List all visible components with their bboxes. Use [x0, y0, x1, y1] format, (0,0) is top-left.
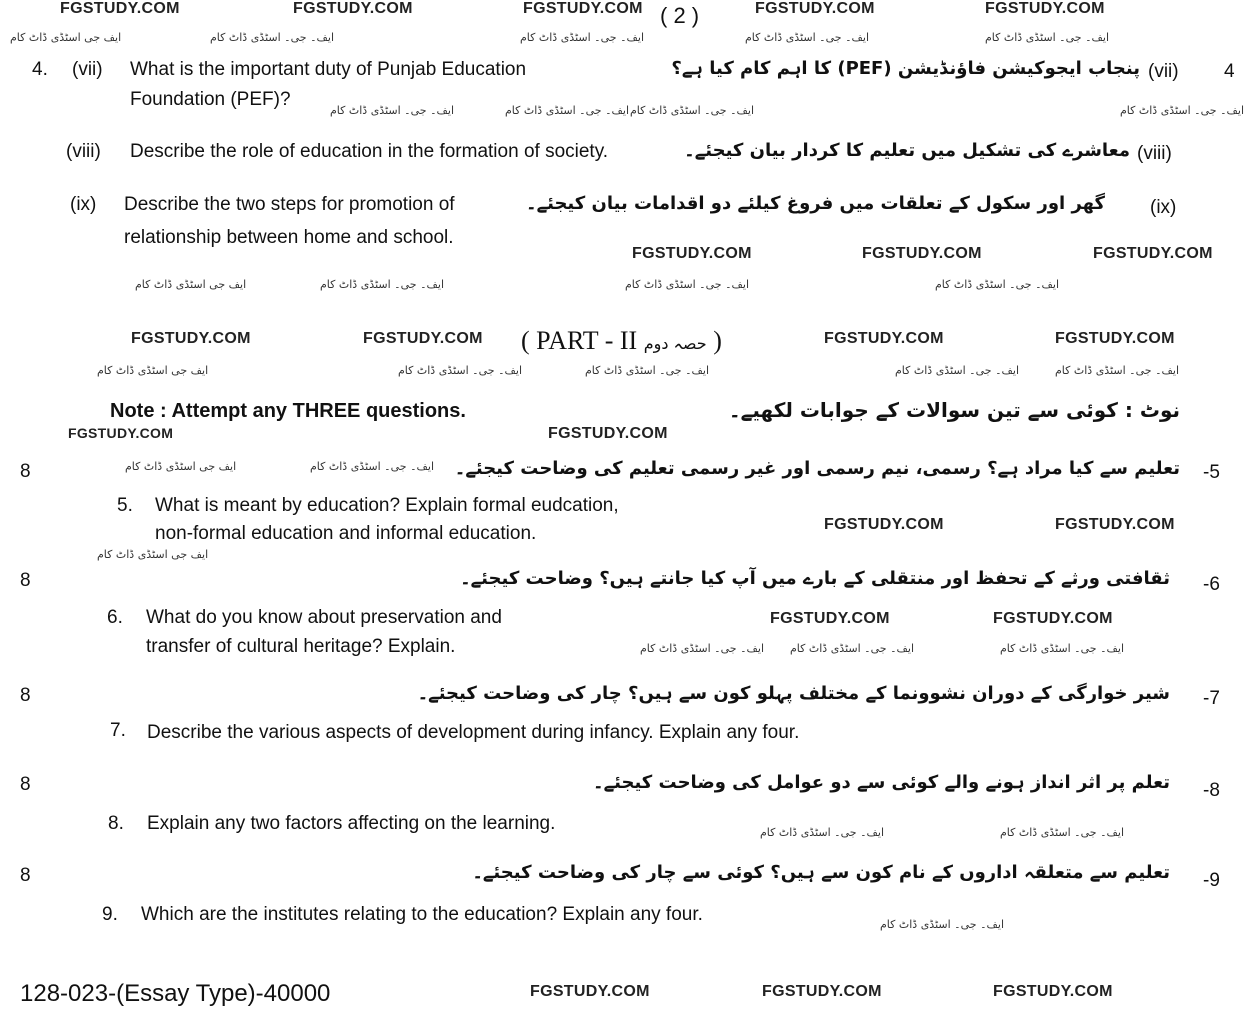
question-number: 7. — [110, 720, 126, 741]
watermark-urdu: ایف۔ جی۔ اسٹڈی ڈاٹ کام — [985, 31, 1110, 44]
watermark-urdu: ایف جی اسٹڈی ڈاٹ کام — [135, 278, 247, 291]
marks: 8 — [20, 774, 31, 795]
question-text-ur: ثقافتی ورثے کے تحفظ اور منتقلی کے بارے میں آپ کیا جانتے ہیں؟ وضاحت کیجئے۔ — [460, 568, 1170, 589]
watermark-urdu: ایف۔ جی۔ اسٹڈی ڈاٹ کام — [310, 460, 435, 473]
watermark-urdu: ایف۔ جی۔ اسٹڈی ڈاٹ کام — [585, 364, 710, 377]
watermark-urdu: ایف۔ جی۔ اسٹڈی ڈاٹ کام — [745, 31, 870, 44]
question-number-ur: -5 — [1203, 462, 1220, 483]
question-number: 9. — [102, 904, 118, 925]
question-number-ur: 4 — [1224, 61, 1235, 82]
question-text-ur: گھر اور سکول کے تعلقات میں فروغ کیلئے دو اقدامات بیان کیجئے۔ — [526, 193, 1105, 214]
question-number-ur: -6 — [1203, 574, 1220, 595]
paper-code: 128-023-(Essay Type)-40000 — [20, 980, 331, 1007]
question-text-ur: پنجاب ایجوکیشن فاؤنڈیشن (PEF) کا اہم کام کیا ہے؟ — [671, 58, 1140, 79]
watermark: FGSTUDY.COM — [762, 983, 882, 1000]
watermark-urdu: ایف۔ جی۔ اسٹڈی ڈاٹ کام — [330, 104, 455, 117]
sub-question-number: (vii) — [72, 59, 103, 80]
watermark-urdu: ایف۔ جی۔ اسٹڈی ڈاٹ کام — [1120, 104, 1245, 117]
watermark: FGSTUDY.COM — [548, 425, 668, 442]
question-text-en: non-formal education and informal education. — [155, 523, 537, 544]
marks: 8 — [20, 461, 31, 482]
watermark-urdu: ایف۔ جی۔ اسٹڈی ڈاٹ کام — [640, 642, 765, 655]
watermark: FGSTUDY.COM — [1055, 516, 1175, 533]
sub-question-number-ur: (ix) — [1150, 197, 1177, 218]
page-number: ( 2 ) — [660, 3, 700, 28]
question-text-en: Explain any two factors affecting on the learning. — [147, 813, 556, 834]
part-heading: ( PART - II حصہ دوم ) — [521, 326, 722, 355]
watermark-urdu: ایف۔ جی۔ اسٹڈی ڈاٹ کام — [880, 918, 1005, 931]
question-text-ur: شیر خوارگی کے دوران نشوونما کے مختلف پہلو کون سے ہیں؟ چار کی وضاحت کیجئے۔ — [417, 683, 1170, 704]
watermark: FGSTUDY.COM — [985, 0, 1105, 17]
marks: 8 — [20, 685, 31, 706]
question-text-en: Foundation (PEF)? — [130, 89, 291, 110]
question-number-ur: -7 — [1203, 688, 1220, 709]
watermark: FGSTUDY.COM — [755, 0, 875, 17]
question-number: 4. — [32, 59, 48, 80]
watermark: FGSTUDY.COM — [131, 330, 251, 347]
sub-question-number-ur: (viii) — [1137, 143, 1172, 164]
question-number: 5. — [117, 495, 133, 516]
watermark: FGSTUDY.COM — [993, 610, 1113, 627]
note-text-ur: نوٹ : کوئی سے تین سوالات کے جوابات لکھیے۔ — [728, 398, 1180, 422]
question-text-en: What is the important duty of Punjab Education — [130, 59, 527, 80]
note-text-en: Note : Attempt any THREE questions. — [110, 400, 466, 422]
watermark: FGSTUDY.COM — [523, 0, 643, 17]
question-number: 8. — [108, 813, 124, 834]
watermark-urdu: ایف جی اسٹڈی ڈاٹ کام — [125, 460, 237, 473]
question-text-en: relationship between home and school. — [124, 227, 454, 248]
watermark-urdu: ایف۔ جی۔ اسٹڈی ڈاٹ کام — [1055, 364, 1180, 377]
watermark: FGSTUDY.COM — [60, 0, 180, 17]
watermark-urdu: ایف۔ جی۔ اسٹڈی ڈاٹ کام — [1000, 826, 1125, 839]
question-text-en: What do you know about preservation and — [146, 607, 502, 628]
question-text-en: Which are the institutes relating to the education? Explain any four. — [141, 904, 703, 925]
question-text-ur: معاشرے کی تشکیل میں تعلیم کا کردار بیان کیجئے۔ — [684, 140, 1130, 161]
question-text-ur: تعلیم سے متعلقہ اداروں کے نام کون سے ہیں؟ کوئی سے چار کی وضاحت کیجئے۔ — [472, 862, 1170, 883]
watermark-urdu: ایف جی اسٹڈی ڈاٹ کام — [10, 31, 122, 44]
watermark: FGSTUDY.COM — [363, 330, 483, 347]
marks: 8 — [20, 570, 31, 591]
question-text-ur: تعلم پر اثر انداز ہونے والے کوئی سے دو عوامل کی وضاحت کیجئے۔ — [593, 772, 1170, 793]
watermark-urdu: ایف۔ جی۔ اسٹڈی ڈاٹ کام — [790, 642, 915, 655]
watermark-urdu: ایف۔ جی۔ اسٹڈی ڈاٹ کام — [630, 104, 755, 117]
watermark-urdu: ایف۔ جی۔ اسٹڈی ڈاٹ کام — [505, 104, 630, 117]
question-number: 6. — [107, 607, 123, 628]
watermark: FGSTUDY.COM — [1093, 245, 1213, 262]
watermark: FGSTUDY.COM — [632, 245, 752, 262]
watermark: FGSTUDY.COM — [862, 245, 982, 262]
question-text-en: Describe the role of education in the formation of society. — [130, 141, 609, 162]
question-text-en: Describe the various aspects of development during infancy. Explain any four. — [147, 722, 800, 743]
watermark-urdu: ایف۔ جی۔ اسٹڈی ڈاٹ کام — [398, 364, 523, 377]
question-text-en: What is meant by education? Explain formal eudcation, — [155, 495, 619, 516]
watermark: FGSTUDY.COM — [770, 610, 890, 627]
watermark-urdu: ایف۔ جی۔ اسٹڈی ڈاٹ کام — [520, 31, 645, 44]
watermark: FGSTUDY.COM — [824, 330, 944, 347]
watermark-urdu: ایف جی اسٹڈی ڈاٹ کام — [97, 364, 209, 377]
watermark: FGSTUDY.COM — [824, 516, 944, 533]
question-number-ur: -9 — [1203, 870, 1220, 891]
watermark-urdu: ایف۔ جی۔ اسٹڈی ڈاٹ کام — [895, 364, 1020, 377]
watermark-urdu: ایف۔ جی۔ اسٹڈی ڈاٹ کام — [1000, 642, 1125, 655]
sub-question-number: (viii) — [66, 141, 101, 162]
question-text-en: transfer of cultural heritage? Explain. — [146, 636, 456, 657]
watermark-urdu: ایف۔ جی۔ اسٹڈی ڈاٹ کام — [760, 826, 885, 839]
watermark-urdu: ایف۔ جی۔ اسٹڈی ڈاٹ کام — [320, 278, 445, 291]
watermark-urdu: ایف۔ جی۔ اسٹڈی ڈاٹ کام — [935, 278, 1060, 291]
watermark: FGSTUDY.COM — [993, 983, 1113, 1000]
watermark-urdu: ایف۔ جی۔ اسٹڈی ڈاٹ کام — [210, 31, 335, 44]
watermark: FGSTUDY.COM — [68, 425, 174, 441]
sub-question-number: (ix) — [70, 194, 97, 215]
sub-question-number-ur: (vii) — [1148, 61, 1179, 82]
watermark-urdu: ایف۔ جی۔ اسٹڈی ڈاٹ کام — [625, 278, 750, 291]
watermark: FGSTUDY.COM — [293, 0, 413, 17]
question-text-en: Describe the two steps for promotion of — [124, 194, 455, 215]
marks: 8 — [20, 865, 31, 886]
watermark: FGSTUDY.COM — [530, 983, 650, 1000]
watermark-urdu: ایف جی اسٹڈی ڈاٹ کام — [97, 548, 209, 561]
question-text-ur: تعلیم سے کیا مراد ہے؟ رسمی، نیم رسمی اور غیر رسمی تعلیم کی وضاحت کیجئے۔ — [454, 458, 1180, 479]
part-label-ur: حصہ دوم — [643, 334, 707, 353]
part-label: PART - II — [536, 326, 638, 355]
question-number-ur: -8 — [1203, 780, 1220, 801]
watermark: FGSTUDY.COM — [1055, 330, 1175, 347]
